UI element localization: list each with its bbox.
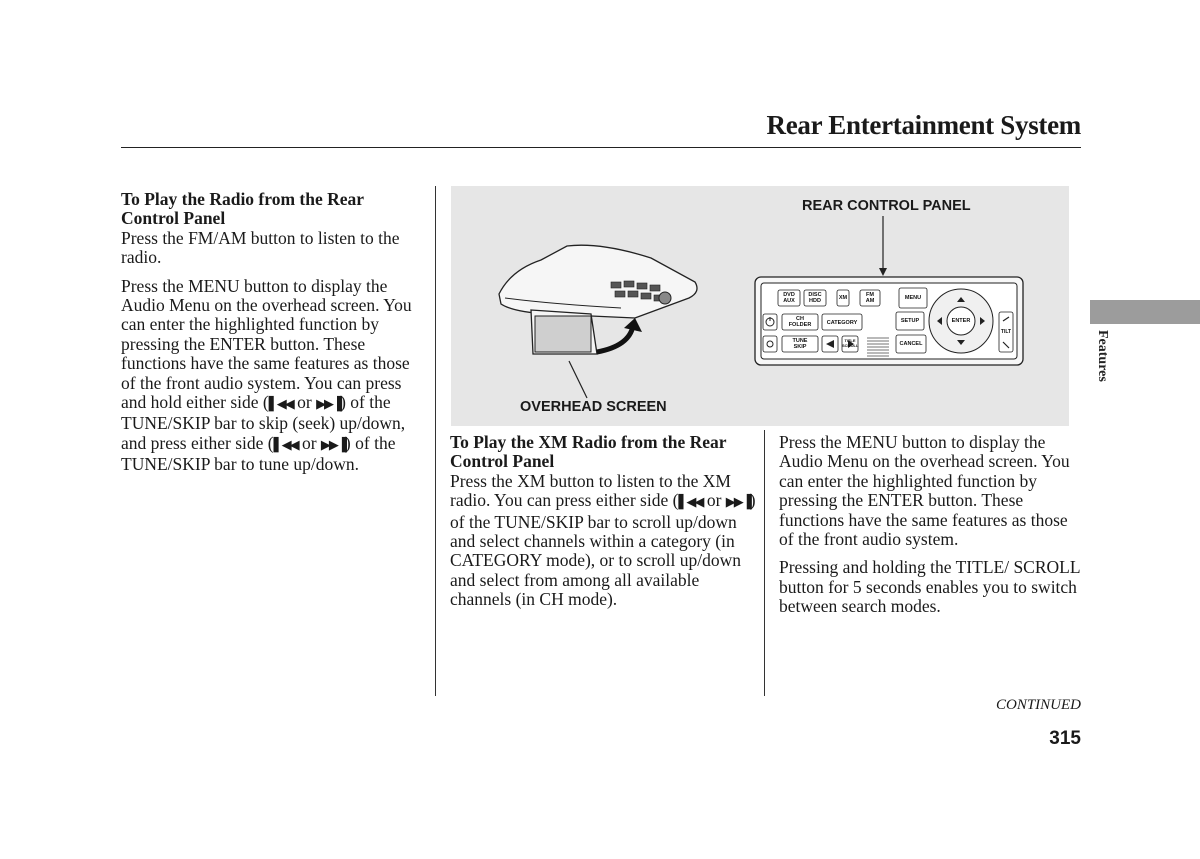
- title-scroll-button: TITLE SCROLL: [842, 338, 859, 348]
- page-number: 315: [1049, 728, 1081, 749]
- disc-hdd-button: DISC HDD: [808, 292, 822, 304]
- section-heading: To Play the Radio from the Rear Control Panel: [121, 189, 364, 229]
- xm-button: XM: [838, 295, 848, 301]
- cancel-button: CANCEL: [899, 341, 923, 347]
- skip-back-icon: ▌◀◀: [678, 495, 703, 511]
- tilt-button: TILT: [1000, 329, 1012, 335]
- skip-back-icon: ▌◀◀: [273, 437, 298, 453]
- or-text: or: [292, 392, 317, 413]
- menu-section: [779, 433, 1083, 626]
- dvd-aux-button: DVD AUX: [783, 292, 795, 304]
- illustration: [451, 186, 1069, 426]
- skip-forward-icon: ▶▶▐: [320, 437, 345, 453]
- paragraph-text: Press the XM button to listen to the XM radio. You can press either side (: [450, 470, 731, 511]
- page-title: Rear Entertainment System: [766, 110, 1081, 140]
- overhead-screen-label: OVERHEAD SCREEN: [520, 399, 667, 415]
- section-tab-label: Features: [1095, 330, 1110, 382]
- paragraph: Pressing and holding the TITLE/ SCROLL button for 5 seconds enables you to switch between search modes.: [779, 557, 1080, 617]
- column-divider-right: [764, 430, 765, 696]
- ch-folder-button: CH FOLDER: [788, 316, 812, 328]
- paragraph: Press the FM/AM button to listen to the radio.: [121, 227, 400, 268]
- tune-skip-button: TUNE SKIP: [792, 338, 808, 350]
- rear-control-panel-label: REAR CONTROL PANEL: [802, 198, 971, 214]
- radio-section: [121, 190, 426, 484]
- or-text: or: [702, 490, 726, 511]
- setup-button: SETUP: [900, 318, 920, 324]
- menu-button: MENU: [904, 295, 922, 301]
- or-text: or: [297, 432, 321, 453]
- paragraph-text: ) of the TUNE/SKIP bar to scroll up/down and select channels within a category (in CATEGORY mode), or to scroll up/down and select from among all available channels (in CH mode).: [450, 490, 756, 610]
- category-button: CATEGORY: [826, 320, 858, 326]
- paragraph-text: ) of the TUNE/SKIP bar to tune up/down.: [121, 432, 396, 475]
- enter-button: ENTER: [951, 318, 971, 324]
- paragraph: [450, 472, 758, 610]
- skip-back-icon: ▌◀◀: [268, 397, 293, 413]
- header-rule: [121, 147, 1081, 148]
- skip-forward-icon: ▶▶▐: [316, 397, 341, 413]
- column-divider-left: [435, 186, 436, 696]
- continued-label: CONTINUED: [995, 697, 1081, 713]
- section-heading: To Play the XM Radio from the Rear Control Panel: [450, 432, 727, 472]
- skip-forward-icon: ▶▶▐: [725, 495, 750, 511]
- paragraph-text: ) of the TUNE/SKIP bar to skip (seek) up/down, and press either side (: [121, 392, 406, 453]
- paragraph: [121, 277, 426, 475]
- paragraph-text: Press the MENU button to display the Audio Menu on the overhead screen. You can enter the highlighted function by pressing the ENTER button. These functions have the same features as those of the front audio system. You can press and hold either side (: [121, 275, 412, 413]
- fm-am-button: FM AM: [865, 292, 875, 304]
- xm-radio-section: [450, 433, 758, 619]
- paragraph: Press the MENU button to display the Audio Menu on the overhead screen. You can enter the highlighted function by pressing the ENTER button. These functions have the same features as those of the front audio system.: [779, 432, 1070, 550]
- section-tab: [1090, 300, 1200, 324]
